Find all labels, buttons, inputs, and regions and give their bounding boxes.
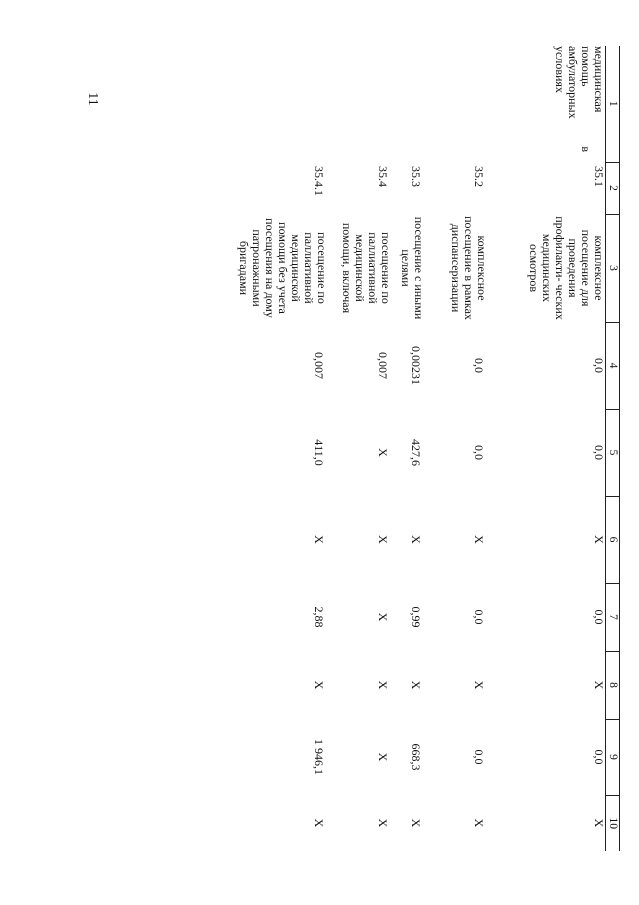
column-header: 10 bbox=[606, 795, 620, 851]
cell-value: 0,0 bbox=[592, 358, 606, 373]
header-row bbox=[606, 46, 620, 851]
group-label-cell bbox=[205, 46, 606, 162]
cell-value: X bbox=[592, 535, 606, 544]
cell-value: X bbox=[472, 818, 486, 828]
row-code: 35.4.1 bbox=[312, 166, 326, 196]
table-row bbox=[425, 46, 488, 851]
table-row bbox=[392, 46, 425, 851]
cell-value: X bbox=[592, 818, 606, 828]
cell-value: 0,00231 bbox=[409, 346, 423, 385]
cell-value: X bbox=[376, 535, 390, 544]
cell-value: 0,0 bbox=[592, 445, 606, 460]
cell-value: 1 946,1 bbox=[312, 739, 326, 775]
cell-value: X bbox=[409, 818, 423, 828]
table-row bbox=[488, 46, 606, 851]
cell-value: 0,007 bbox=[376, 352, 390, 379]
table-row bbox=[328, 46, 392, 851]
table-row bbox=[205, 46, 328, 851]
data-table bbox=[205, 46, 620, 851]
cell-value: X bbox=[376, 448, 390, 457]
cell-value: 2,88 bbox=[312, 606, 326, 628]
rotated-table-container bbox=[110, 46, 620, 851]
cell-value: X bbox=[376, 818, 390, 828]
cell-value: X bbox=[312, 535, 326, 544]
column-header: 2 bbox=[606, 162, 620, 214]
cell-value: X bbox=[312, 680, 326, 690]
cell-value: 0,0 bbox=[472, 445, 486, 460]
group-label: медицинская помощь в амбулаторных условиях bbox=[553, 46, 606, 152]
cell-value: X bbox=[592, 680, 606, 690]
cell-value: X bbox=[409, 535, 423, 544]
row-code: 35.4 bbox=[376, 166, 390, 187]
cell-value: 0,99 bbox=[409, 606, 423, 628]
row-code: 35.2 bbox=[472, 166, 486, 187]
cell-value: 0,0 bbox=[472, 358, 486, 373]
cell-value: 0,007 bbox=[312, 352, 326, 379]
row-code: 35.3 bbox=[409, 166, 423, 187]
cell-value: 0,0 bbox=[592, 609, 606, 625]
row-name: комплексное посещение для проведения профилакти- ческих медицинских осмотров bbox=[527, 216, 606, 320]
cell-value: X bbox=[376, 680, 390, 690]
cell-value: 0,0 bbox=[472, 749, 486, 765]
column-header: 4 bbox=[606, 322, 620, 409]
column-header: 7 bbox=[606, 583, 620, 651]
page-number: 11 bbox=[85, 92, 100, 106]
cell-value: 427,6 bbox=[409, 439, 423, 466]
cell-value: 0,0 bbox=[592, 749, 606, 765]
cell-value: X bbox=[376, 752, 390, 762]
column-header: 9 bbox=[606, 719, 620, 795]
cell-value: X bbox=[472, 535, 486, 544]
row-name: посещение с иными целями bbox=[399, 216, 426, 320]
cell-value: X bbox=[312, 818, 326, 828]
column-header: 8 bbox=[606, 651, 620, 719]
cell-value: X bbox=[472, 680, 486, 690]
row-name: комплексное посещение в рамках диспансеризации bbox=[449, 216, 489, 320]
column-header: 1 bbox=[606, 46, 620, 162]
cell-value: 411,0 bbox=[312, 439, 326, 466]
column-header: 5 bbox=[606, 409, 620, 496]
cell-value: 668,3 bbox=[409, 743, 423, 771]
row-name: посещение по паллиативной медицинской помощи без учета посещения на дому патронажными бригадами bbox=[237, 218, 329, 318]
row-code: 35.1 bbox=[592, 166, 606, 187]
row-name: посещение по паллиативной медицинской помощи, включая bbox=[340, 222, 393, 314]
cell-value: X bbox=[409, 680, 423, 690]
cell-value: 0,0 bbox=[472, 609, 486, 625]
column-header: 3 bbox=[606, 214, 620, 322]
cell-value: X bbox=[376, 612, 390, 622]
column-header: 6 bbox=[606, 496, 620, 583]
